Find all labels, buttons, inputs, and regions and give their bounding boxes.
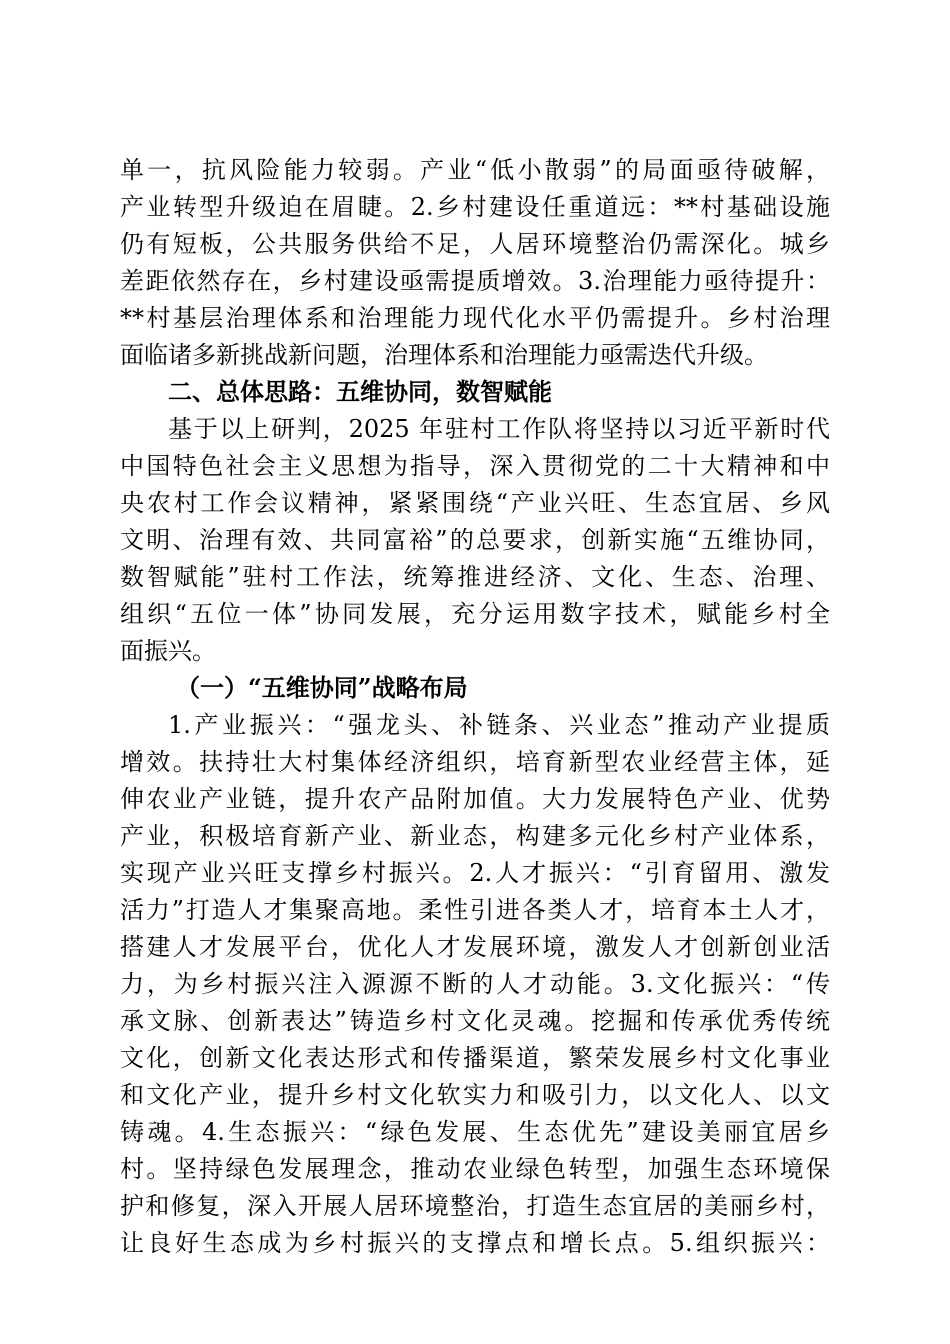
body-text-line: 村。坚持绿色发展理念，推动农业绿色转型，加强生态环境保 [120,1155,830,1183]
body-text-line: 文明、治理有效、共同富裕”的总要求，创新实施“五维协同， [120,526,830,554]
body-text-line: 央农村工作会议精神，紧紧围绕“产业兴旺、生态宜居、乡风 [120,489,830,517]
body-text-line: 活力”打造人才集聚高地。柔性引进各类人才，培育本土人才， [120,896,830,924]
subsection-heading: （一）“五维协同”战略布局 [176,673,468,702]
body-text-line: 单一，抗风险能力较弱。产业“低小散弱”的局面亟待破解， [120,156,830,184]
body-text-line: 差距依然存在，乡村建设亟需提质增效。3.治理能力亟待提升： [120,267,830,295]
body-text-line: 产业，积极培育新产业、新业态，构建多元化乡村产业体系， [120,822,830,850]
body-text-line: 让良好生态成为乡村振兴的支撑点和增长点。5.组织振兴： [120,1229,830,1257]
body-text-line: 搭建人才发展平台，优化人才发展环境，激发人才创新创业活 [120,933,830,961]
body-text-line: 面临诸多新挑战新问题，治理体系和治理能力亟需迭代升级。 [120,341,768,369]
body-text-line: 中国特色社会主义思想为指导，深入贯彻党的二十大精神和中 [120,452,830,480]
body-text-line: 1.产业振兴：“强龙头、补链条、兴业态”推动产业提质 [168,711,830,739]
body-text-line: 护和修复，深入开展人居环境整治，打造生态宜居的美丽乡村， [120,1192,830,1220]
body-text-line: 基于以上研判，2025 年驻村工作队将坚持以习近平新时代 [168,415,830,443]
body-text-line: 仍有短板，公共服务供给不足，人居环境整治仍需深化。城乡 [120,230,830,258]
body-text-line: 文化，创新文化表达形式和传播渠道，繁荣发展乡村文化事业 [120,1044,830,1072]
section-heading: 二、总体思路：五维协同，数智赋能 [168,377,552,406]
body-text-line: 产业转型升级迫在眉睫。2.乡村建设任重道远：**村基础设施 [120,193,830,221]
body-text-line: 伸农业产业链，提升农产品附加值。大力发展特色产业、优势 [120,785,830,813]
body-text-line: 面振兴。 [120,637,216,665]
body-text-line: **村基层治理体系和治理能力现代化水平仍需提升。乡村治理 [120,304,830,332]
body-text-line: 力，为乡村振兴注入源源不断的人才动能。3.文化振兴：“传 [120,970,830,998]
body-text-line: 组织“五位一体”协同发展，充分运用数字技术，赋能乡村全 [120,600,830,628]
body-text-line: 铸魂。4.生态振兴：“绿色发展、生态优先”建设美丽宜居乡 [120,1118,830,1146]
body-text-line: 数智赋能”驻村工作法，统筹推进经济、文化、生态、治理、 [120,563,830,591]
body-text-line: 增效。扶持壮大村集体经济组织，培育新型农业经营主体，延 [120,748,830,776]
body-text-line: 和文化产业，提升乡村文化软实力和吸引力，以文化人、以文 [120,1081,830,1109]
body-text-line: 实现产业兴旺支撑乡村振兴。2.人才振兴：“引育留用、激发 [120,859,830,887]
body-text-line: 承文脉、创新表达”铸造乡村文化灵魂。挖掘和传承优秀传统 [120,1007,830,1035]
